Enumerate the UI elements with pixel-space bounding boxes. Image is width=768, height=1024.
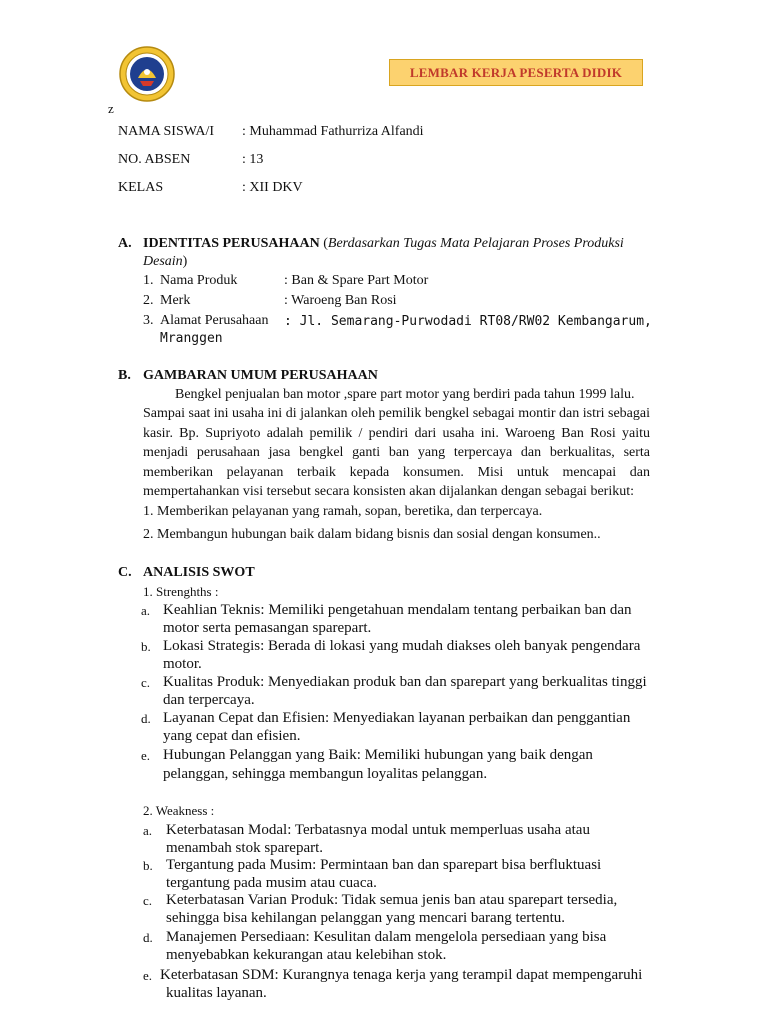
strength-item-text: Keahlian Teknis: Memiliki pengetahuan mendalam tentang perbaikan ban dan motor serta pemasangan sparepart. [163,602,632,636]
section-b-title: GAMBARAN UMUM PERUSAHAAN [143,368,378,383]
weakness-item-text: Keterbatasan Varian Produk: Tidak semua jenis ban atau sparepart tersedia, sehingga bisa kehilangan pelanggan yang mencari barang tertentu. [166,892,618,926]
identity-item-label: Alamat Perusahaan [160,313,269,328]
section-b-letter: B. [118,368,131,383]
identity-item-label: Nama Produk [160,273,238,288]
section-a-title: IDENTITAS PERUSAHAAN [143,236,320,251]
weakness-item-text: Tergantung pada Musim: Permintaan ban dan sparepart bisa berfluktuasi tergantung pada musim atau cuaca. [166,857,602,891]
strengths-heading: 1. Strenghths : [143,584,219,599]
identity-item-num: 2. [143,293,154,308]
weakness-item-letter: a. [143,823,153,838]
name-value: : Muhammad Fathurriza Alfandi [242,124,424,139]
section-a-letter: A. [118,236,132,251]
section-c-letter: C. [118,565,132,580]
name-label: NAMA SISWA/I [118,124,215,139]
absen-value: : 13 [242,152,264,167]
mission-point: 2. Membangun hubungan baik dalam bidang bisnis dan sosial dengan konsumen.. [143,527,601,542]
strength-item-text: Hubungan Pelanggan yang Baik: Memiliki hubungan yang baik dengan pelanggan, sehingga membangun loyalitas pelanggan. [163,747,593,782]
weakness-item-text: Keterbatasan Modal: Terbatasnya modal untuk memperluas usaha atau menambah stok sparepart. [166,822,590,856]
weakness-item-letter: e. [143,968,153,983]
identity-item-num: 3. [143,313,154,328]
paragraph-line: mempertahankan visi tersebut secara konsisten akan dijalankan dengan sebagai berikut: [143,484,634,500]
company-description [143,404,650,502]
weakness-heading: 2. Weakness : [143,803,215,818]
strength-item-letter: e. [141,748,151,763]
identity-item-value: : Jl. Semarang-Purwodadi RT08/RW02 Kembangarum, [284,314,652,329]
stray-character: z [108,101,114,116]
strength-item-letter: a. [141,603,151,618]
identity-item-value-cont: Mranggen [160,331,223,346]
paragraph-line: Bengkel penjualan ban motor ,spare part motor yang berdiri pada tahun 1999 lalu. [175,387,635,402]
strength-item-letter: c. [141,675,151,690]
absen-label: NO. ABSEN [118,152,191,167]
section-a-heading [143,236,624,252]
kelas-label: KELAS [118,180,164,195]
weakness-item-text: Manajemen Persediaan: Kesulitan dalam mengelola persediaan yang bisa menyebabkan kekurangan atau kelebihan stok. [166,929,607,963]
weakness-item-letter: d. [143,930,153,945]
identity-item-label: Merk [160,293,191,308]
strength-item-text: Layanan Cepat dan Efisien: Menyediakan layanan perbaikan dan penggantian yang cepat dan efisien. [163,710,631,744]
strength-item-text: Kualitas Produk: Menyediakan produk ban dan sparepart yang berkualitas tinggi dan terpercaya. [163,674,647,708]
weakness-item-text: Keterbatasan SDM: Kurangnya tenaga kerja yang terampil dapat mempengaruhi kualitas layanan. [160,967,643,1001]
weakness-item-letter: b. [143,858,153,873]
paragraph-line: Sampai saat ini usaha ini di jalankan oleh pemilik bengkel sebagai montir dan istri sebagai [143,406,650,421]
mission-point: 1. Memberikan pelayanan yang ramah, sopan, beretika, dan terpercaya. [143,504,543,519]
paragraph-line: kasir. Bp. Supriyoto adalah pemilik / pendiri dari usaha ini. Waroeng Ban Rosi yaitu [143,425,650,441]
paragraph-line: menjadi perusahaan jasa bengkel ganti ban yang terpercaya dan berkualitas, serta [143,445,650,461]
section-c-title: ANALISIS SWOT [143,565,255,580]
kelas-value: : XII DKV [242,180,303,195]
weakness-item-letter: c. [143,893,153,908]
strength-item-letter: d. [141,711,151,726]
identity-item-value: : Ban & Spare Part Motor [284,273,429,288]
strength-item-text: Lokasi Strategis: Berada di lokasi yang mudah diakses oleh banyak pengendara motor. [163,638,641,672]
section-a-subtitle-2: Desain [143,254,183,269]
identity-item-value: : Waroeng Ban Rosi [284,293,397,308]
paragraph-line: memberikan pelayanan terbaik kepada konsumen. Misi untuk mencapai dan [143,464,650,480]
worksheet-title-badge: LEMBAR KERJA PESERTA DIDIK [389,59,643,86]
section-a-paren-open: ( [319,236,328,251]
school-logo [118,45,176,103]
section-a-heading-cont [143,254,187,270]
section-a-subtitle-1: Berdasarkan Tugas Mata Pelajaran Proses Produksi [327,236,624,251]
identity-item-num: 1. [143,273,154,288]
section-a-paren-close: ) [182,254,188,269]
strength-item-letter: b. [141,639,151,654]
